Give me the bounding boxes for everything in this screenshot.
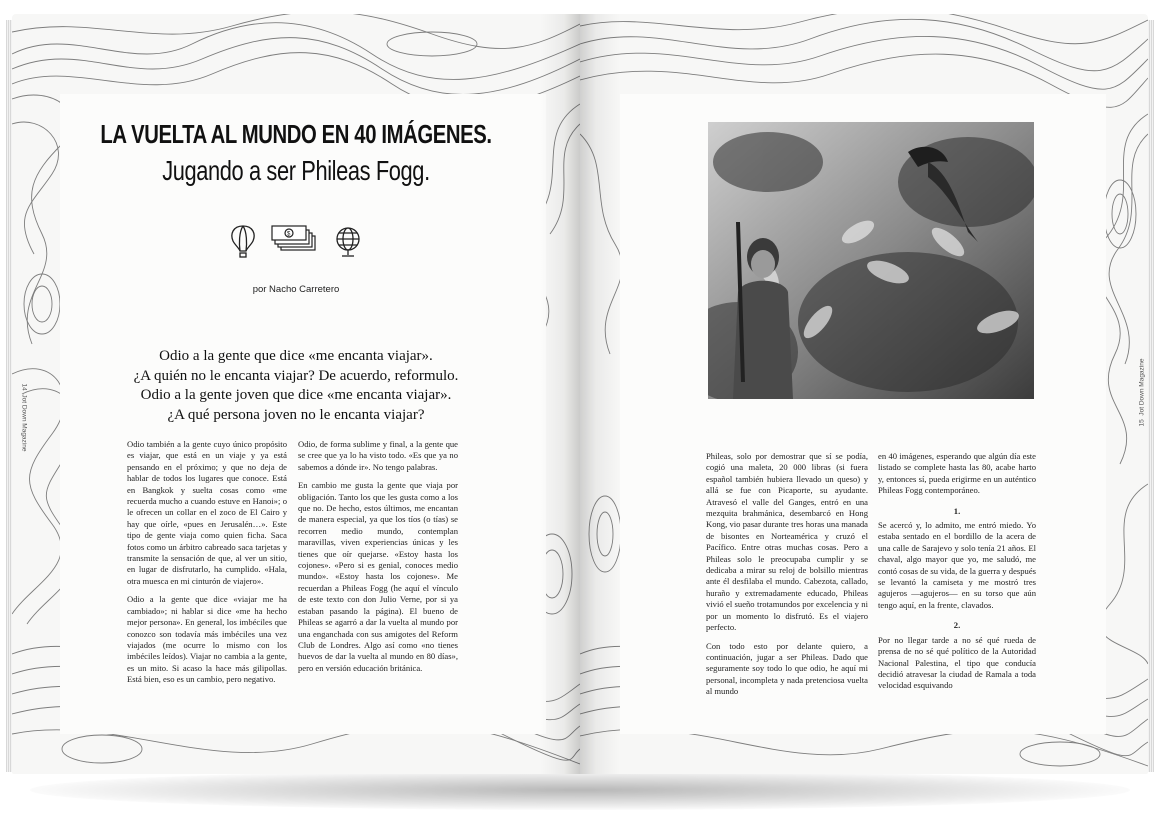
icon-row [12, 224, 580, 258]
left-page [12, 14, 580, 774]
left-column-2 [298, 439, 458, 681]
body-paragraph: Odio a la gente que dice «viajar me ha cambiado»; ni hablar si dice «me ha hecho mejor persona». En general, los imbéciles que conozco son todavía más imbéciles una vez viajados (me ocurre lo mismo con los imbéciles leídos). Viajar no cambia a la gente, es un mito. Si acaso la hace más gilipollas. Está bien, eso es un cambio, pero negativo. [127, 594, 287, 685]
body-paragraph: en 40 imágenes, esperando que algún día este listado se complete hasta las 80, acabe harto y, entonces sí, pueda erigirme en un auténtico Phileas Fogg contemporáneo. [878, 451, 1036, 496]
lead-line: ¿A qué persona joven no le encanta viajar? [167, 406, 425, 423]
left-column-1 [127, 439, 287, 693]
right-column-2 [878, 451, 1036, 699]
globe-icon [333, 224, 363, 258]
banknotes-icon [271, 224, 319, 254]
magazine-name: Jot Down Magazine [20, 394, 28, 452]
article-title-line1: LA VUELTA AL MUNDO EN 40 IMÁGENES. [100, 119, 492, 149]
lead-line: Odio a la gente joven que dice «me encanta viajar». [140, 387, 452, 403]
section-number: 2. [953, 620, 961, 631]
page-number: 14 [20, 383, 28, 391]
body-paragraph: Por no llegar tarde a no sé qué rueda de prensa de no sé qué político de la Autoridad Nacional Palestina, el tipo que conducía decidió atravesar la ciudad de Ramala a toda velocidad esquivando [878, 634, 1036, 691]
photo-image [708, 122, 1034, 399]
folio-left [20, 384, 27, 452]
body-paragraph: Odio también a la gente cuyo único propósito es viajar, que está en un viaje y ya está pensando en el próximo; y que no deja de hablar de todos los lugares que conoce. Está en Bangkok y suelta cosas como «me recuerda mucho a cuando estuve en Hanoi»; o le ofrecen un collar en el zoco de El Cairo y hay que oírle, «pues en Jerusalén…». Este tipo de gente viaja como quien ficha. Saca fotos como un árbitro cabreado saca tarjetas y transmite la sensación de que, al ver un sitio, en lugar de disfrutarlo, ha cumplido. «Hala, otra muesca en mi cinturón de viajero». [127, 439, 287, 586]
lead-line: Odio a la gente que dice «me encanta viajar». [159, 348, 433, 364]
right-column-1 [706, 451, 868, 705]
body-paragraph: Odio, de forma sublime y final, a la gente que se cree que ya lo ha visto todo. «Es que ya no sabemos a dónde ir». No tengo palabras. [298, 439, 458, 472]
byline: por Nacho Carretero [252, 284, 340, 295]
article-title-line2: Jugando a ser Phileas Fogg. [162, 155, 430, 186]
boy-in-jungle-photo [708, 122, 1034, 399]
page-number: 15 [1138, 419, 1146, 427]
magazine-shadow [30, 770, 1130, 810]
svg-text:$: $ [287, 231, 291, 238]
body-paragraph: Se acercó y, lo admito, me entró miedo. Yo estaba sentado en el bordillo de la acera de una calle de Sarajevo y solo tenía 21 años. El chaval, algo mayor que yo, me saludó, me contó cosas de su vida, de la guerra y después se levantó la camiseta y me mostró tres agujeros —agujeros— en su torso que aún tengo aquí, en la frente, clavados. [878, 520, 1036, 610]
body-paragraph: Con todo esto por delante quiero, a continuación, jugar a ser Phileas. Dado que seguramente soy todo lo que odio, he aquí mi personal, incompleta y nada pretenciosa vuelta al mundo [706, 640, 868, 697]
magazine-name: Jot Down Magazine [1138, 358, 1146, 416]
lead-line: ¿A quién no le encanta viajar? De acuerdo, reformulo. [133, 367, 459, 384]
folio-right [1138, 359, 1145, 427]
section-number: 1. [953, 505, 961, 516]
lead-paragraph [12, 347, 580, 425]
right-page [580, 14, 1148, 774]
body-paragraph: En cambio me gusta la gente que viaja por obligación. Tanto los que les gusta como a los que no. De hecho, estos últimos, me encantan de manera especial, ya que los tíos (o tías) se recorren medio mundo, contemplan maravillas, viven experiencias únicas y les tienes que oír quejarse. «Estoy hasta los cojones». «Pero si es genial, conoces medio mundo». «Estoy hasta los cojones». Me recuerdan a Phileas Fogg (he aquí el vínculo de este texto con don Julio Verne, por si ya estaban pasando la página). El bueno de Phileas se agarró a dar la vuelta al mundo por una enganchada con sus amigotes del Reform Club de Londres. Algo así como «no tienes huevos de dar la vuelta al mundo en 80 días», pero en versión educación británica. [298, 480, 458, 673]
hot-air-balloon-icon [229, 224, 257, 258]
body-paragraph: Phileas, solo por demostrar que sí se podía, cogió una maleta, 20 000 libras (si fuera español también hubiera llevado un queso) y allá se fue con Picaporte, su ayudante. Atravesó el valle del Ganges, entró en una mezquita brahmánica, desembarcó en Hong Kong, vio pasar durante tres horas una manada de bisontes en Norteamérica y cruzó el Pacífico. Entre otras muchas cosas. Pero a Phileas solo le preocupaba cumplir y se dedicaba a mirar su reloj de bolsillo mientras ante él desfilaba el mundo. Cabezota, callado, huraño y extremadamente educado, Phileas vivió el sueño trotamundos por excelencia y ni por un momento lo disfrutó. Es el viajero perfecto. [706, 451, 868, 633]
